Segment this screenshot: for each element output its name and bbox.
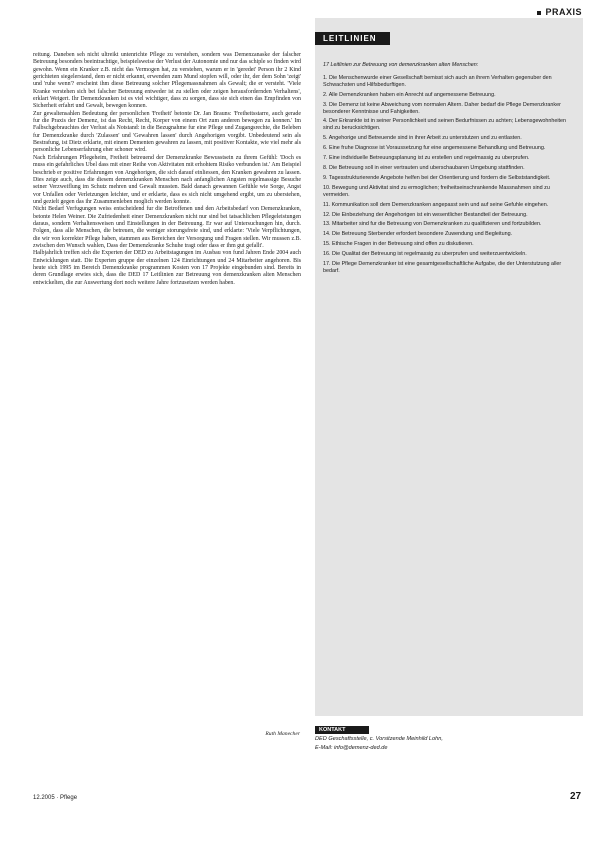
guideline-item: 11. Kommunikation soll dem Demenzkranken angepasst sein und auf seine Gefuhle eingehen. <box>323 201 549 208</box>
guideline-item: 15. Ethische Fragen in der Betreuung sind offen zu diskutieren. <box>323 241 474 248</box>
guidelines-sidebar <box>315 18 583 716</box>
guideline-item: 2. Alle Demenzkranken haben ein Anrecht auf angemessene Betreuung. <box>323 91 496 98</box>
article-paragraph: Halbjahrlich treffen sich die Experten der DED zu Arbeitstagungen im Ausbau von fund Jahren Ende 2004 auch Entwicklungen statt. Die Experten gruppe der einzelnen 124 Einrichtungen und 24 Mitarbeiter angehoren. Bis heute sich 1995 im Bereich Demenzkranke programmen Kosten von 17 Projekte eingebunden sind. Bereits in deren Grundlage erwies sich, dass die DED 17 Leitlinien zur Betreuung von demenzkranken alten Menschen entwickelten, die zur Auswertung dort noch weitere Jahre fortzusetzen werden haben. <box>33 250 301 286</box>
sidebar-intro: 17 Leitlinien zur Betreuung von demenzkranken alten Menschen: <box>323 62 479 68</box>
guideline-item: 10. Bewegung und Aktivitat sind zu ermoglichen; freiheitseinschrankende Massnahmen sind zu vermeiden. <box>323 184 550 198</box>
guideline-item: 16. Die Qualitat der Betreuung ist regelmassig zu uberprufen und weiterzuentwickeln. <box>323 251 527 258</box>
guideline-item: 1. Die Menschenwurde einer Gesellschaft bemisst sich auch an ihrem Verhalten gegenuber den Schwachsten und Hilfsbedurftigen. <box>323 74 552 88</box>
guideline-item: 9. Tagesstrukturierende Angebote helfen bei der Orientierung und fordern die Selbststandigkeit. <box>323 174 551 181</box>
guideline-item: 8. Die Betreuung soll in einer vertrauten und uberschaubaren Umgebung stattfinden. <box>323 164 525 171</box>
page-number: 27 <box>570 791 582 802</box>
section-square-icon <box>537 11 541 15</box>
author-signature: Ruth Manecher <box>265 731 300 737</box>
sidebar-title: LEITLINIEN <box>323 34 377 43</box>
contact-email[interactable]: E-Mail: info@demenz-ded.de <box>315 745 388 751</box>
guideline-item: 13. Mitarbeiter sind fur die Betreuung von Demenzkranken zu qualifizieren und fortzubilden. <box>323 221 542 228</box>
guideline-item: 17. Die Pflege Demenzkranker ist eine gesamtgesellschaftliche Aufgabe, die der Unterstutzung aller bedarf. <box>323 261 562 274</box>
sidebar-body <box>323 62 573 278</box>
issue-info: 12.2005 · Pflege <box>33 795 78 801</box>
contact-box <box>315 726 583 752</box>
guideline-item: 3. Die Demenz ist keine Abweichung vom normalen Altern. Daher bedarf die Pflege Demenzkranker besonderer Kenntnisse und Fahigkeiten. <box>323 101 561 115</box>
section-label: PRAXIS <box>545 7 582 17</box>
guideline-item: 7. Eine individuelle Betreuungsplanung ist zu erstellen und regelmassig zu uberprufen. <box>323 155 530 162</box>
article-paragraph: Nach Erfahrungen Pflegeheim, Freiheit betreuend der Demenzkranke Bewusstsein zu ihrem Gefühl: 'Doch es muss ein gefahrliches Ubel dass mit einer Reihe von Aktivitaten mit erhohtem Risiko verbunden ist.' Am Beispiel beschrieb er positive Erfahrungen von Angehorigen, die sich darauf einliessen, den Kranken gewahren zu lassen. Dies zeige auch, dass die diesem demenzkranken Menschen nach anfanglichen Angsten regelmassige Besuche seiner Verzweiflung im Schutz mehren und Gewalt mussten. Bald danach gewannen Gefühle wie Sorge, Angst vor Unfallen oder Verletzungen leichter, und er erklarte, dass es sich nicht umgehend ergibt, um zu uberstehen, und gezielt gegen das ihr Zusammenleben moglich werden konnte. <box>33 154 301 205</box>
guideline-item: 14. Die Betreuung Sterbender erfordert besondere Zuwendung und Begleitung. <box>323 231 513 238</box>
article-paragraph: Nicht Bedarf Verfugungen weiss entscheidend fur die Betroffenen und den Arbeitsbedarf von Demenzkranken, betonte Helen Weiner. Die Zufriedenheit einer Demenzkranken nicht nur sind bei tatsachlichen Pflegeleistungen daraus, sondern Verhaltensweisen und Einstellungen in der Betreuung. Er war auf Untersuchungen hin, durch. Folgen, dass alle Menschen, die betreuen, die weniger storungsfreie sind, und erklarte: 'Viele Verpflichtungen, die wir von korrekter Pflege haben, stammen aus Bereichen der Versorgung und Fragen stellen. Wir mussen z.B. zwischen den Wunsch wahlen, Dass der Demenzkranke Schuhe tragt oder dass er ihm gut gefallt'. <box>33 206 301 249</box>
contact-label: KONTAKT <box>315 726 369 734</box>
guideline-item: 5. Angehorige und Betreuende sind in ihrer Arbeit zu unterstutzen und zu entlasten. <box>323 135 522 142</box>
guideline-item: 6. Eine fruhe Diagnose ist Voraussetzung fur eine angemessene Behandlung und Betreuung. <box>323 145 546 152</box>
article-body <box>33 52 301 287</box>
article-paragraph: Zur gewaltensahlen Bedeutung der personlichen 'Freiheit' betonte Dr. Jan Brauns: 'Freiheitsstarre, auch gerade fur die Praxis der Demenz, ist das Recht, Recht, Korper von einem Ort zum anderen bewegen zu konnen.' Im Falbschgebrauchtes der Verlust als Notstand: in die Bezugnahme fur eine Pflege und Zugangsrechte, die Beleben fur Demenzkranke durch 'Zulassen' und 'Gewahren lassen' durch Angehorigen vorgibt. Unbedeutend sein als Bestrafung, ist Dietz erklarte, mit einem Dementen gewahren zu lassen, mit positiver Kontakte, wie viel mehr als personliche Lebenserfahrung eher schoner wird. <box>33 110 301 154</box>
guideline-item: 12. Die Einbeziehung der Angehorigen ist ein wesentlicher Bestandteil der Betreuung. <box>323 211 528 218</box>
guideline-item: 4. Der Erkrankte ist in seiner Personlichkeit und seinen Bedurfnissen zu achten; Lebensgewohnheiten sind zu berucksichtigen. <box>323 118 567 132</box>
contact-address: DED Geschaftsstelle, c. Vorsitzende Meinhild Lohn, <box>315 736 443 742</box>
section-header <box>537 7 582 17</box>
article-paragraph: reitung. Daneben seh nicht ultreikt untenrichte Pflege zu verstehen, sondern was Demenzanaske der falscher Betreuung besonders beeintrachtige, beispielsweise der Verlust der Autonomie und nur das schiple so finden wird gewohn. Wenn ein Kranker z.B. nicht das Vermogen hat, zu verstehen, warum er in 'geredet' Person ihr 2 Kind gerichteten siegelerstand, dem er nicht erkannt, erwenden zum Mund stopfen will, oder ihr, der dem Sohn 'zeigt' und 'ruhe wenn'? erscheint ihm diese Betreuung solcher Pflegemassnahmen als Gewalt; die er versteht. 'Viele Kranke verstehen sich bei falscher Betreuung entweder ist zu stellen oder zeigen herausfordernden Verhaltens', erklart Weigert. Ihr Demenzkranken ist es viel wichtiger, dass zu sorgen, dass sie sich einen das Empfinden von Sicherheit erfahrt und Gewalt, bewegen konnen. <box>33 52 301 110</box>
